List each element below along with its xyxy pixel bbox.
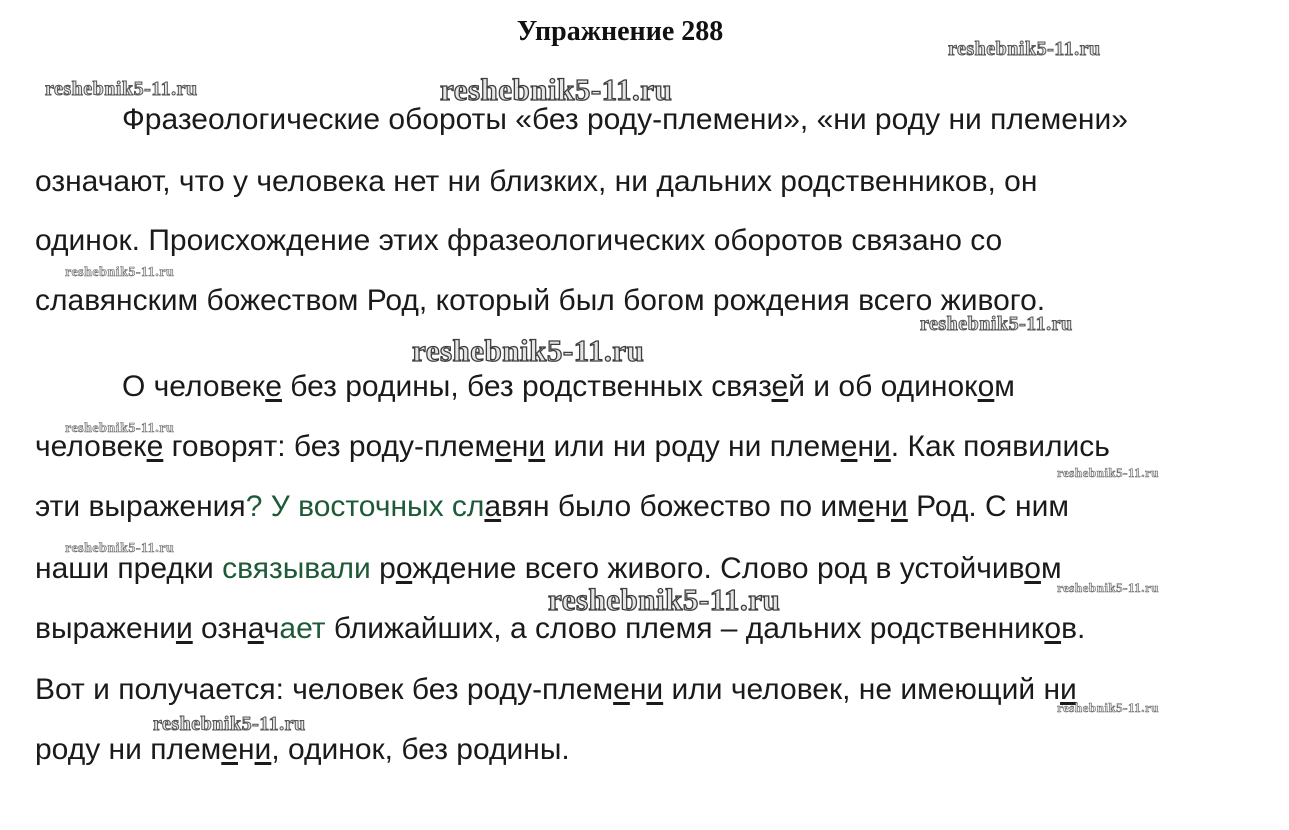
- watermark: reshebnik5-11.ru: [920, 313, 1073, 335]
- underlined-letter: е: [857, 490, 875, 523]
- underlined-letter: е: [613, 673, 630, 706]
- underlined-letter: и: [528, 430, 546, 463]
- text-line: наши предки связывали рождение всего живого. Слово род в устойчивом: [35, 552, 1062, 585]
- watermark: reshebnik5-11.ru: [65, 541, 175, 556]
- underlined-letter: о: [977, 370, 995, 403]
- text-line: Вот и получается: человек без роду-племени или человек, не имеющий ни: [35, 673, 1077, 706]
- underlined-letter: и: [1060, 673, 1077, 706]
- watermark: reshebnik5-11.ru: [45, 78, 198, 100]
- underlined-letter: и: [254, 733, 272, 766]
- underlined-letter: и: [646, 673, 664, 706]
- underlined-letter: е: [495, 430, 512, 463]
- underlined-letter: е: [221, 733, 238, 766]
- watermark: reshebnik5-11.ru: [65, 265, 175, 280]
- watermark: reshebnik5-11.ru: [1057, 700, 1160, 715]
- underlined-letter: е: [840, 430, 858, 463]
- watermark: reshebnik5-11.ru: [1057, 580, 1160, 595]
- watermark: reshebnik5-11.ru: [65, 421, 175, 436]
- text-line: О человеке без родины, без родственных связей и об одиноком: [122, 370, 1015, 403]
- underlined-letter: а: [484, 490, 502, 523]
- text-line: роду ни племени, одинок, без родины.: [35, 733, 570, 766]
- text-line: одинок. Происхождение этих фразеологических оборотов связано со: [35, 224, 1003, 257]
- underlined-letter: е: [265, 370, 282, 403]
- underlined-letter: о: [1024, 552, 1041, 585]
- text-line: эти выражения? У восточных славян было божество по имени Род. С ним: [35, 490, 1069, 523]
- text-line: выражении означает ближайших, а слово племя – дальних родственников.: [35, 612, 1086, 645]
- underlined-letter: о: [395, 552, 413, 585]
- text-line: означают, что у человека нет ни близких, ни дальних родственников, он: [35, 165, 1038, 198]
- text-line: славянским божеством Род, который был богом рождения всего живого.: [35, 284, 1046, 317]
- page-title: Упражнение 288: [516, 16, 724, 47]
- watermark: reshebnik5-11.ru: [153, 713, 306, 735]
- watermark: reshebnik5-11.ru: [948, 38, 1101, 60]
- text-line: Фразеологические обороты «без роду-племени», «ни роду ни племени»: [122, 103, 1128, 136]
- watermark: reshebnik5-11.ru: [1057, 465, 1160, 480]
- underlined-letter: а: [247, 612, 264, 645]
- watermark: reshebnik5-11.ru: [412, 333, 645, 368]
- underlined-letter: и: [175, 612, 193, 645]
- text-line: человеке говорят: без роду-племени или ни роду ни племени. Как появились: [35, 430, 1110, 463]
- watermark: reshebnik5-11.ru: [548, 582, 781, 617]
- underlined-letter: е: [771, 370, 789, 403]
- underlined-letter: е: [146, 430, 164, 463]
- underlined-letter: о: [1044, 612, 1062, 645]
- underlined-letter: и: [891, 490, 908, 523]
- watermark: reshebnik5-11.ru: [440, 72, 673, 107]
- underlined-letter: и: [874, 430, 891, 463]
